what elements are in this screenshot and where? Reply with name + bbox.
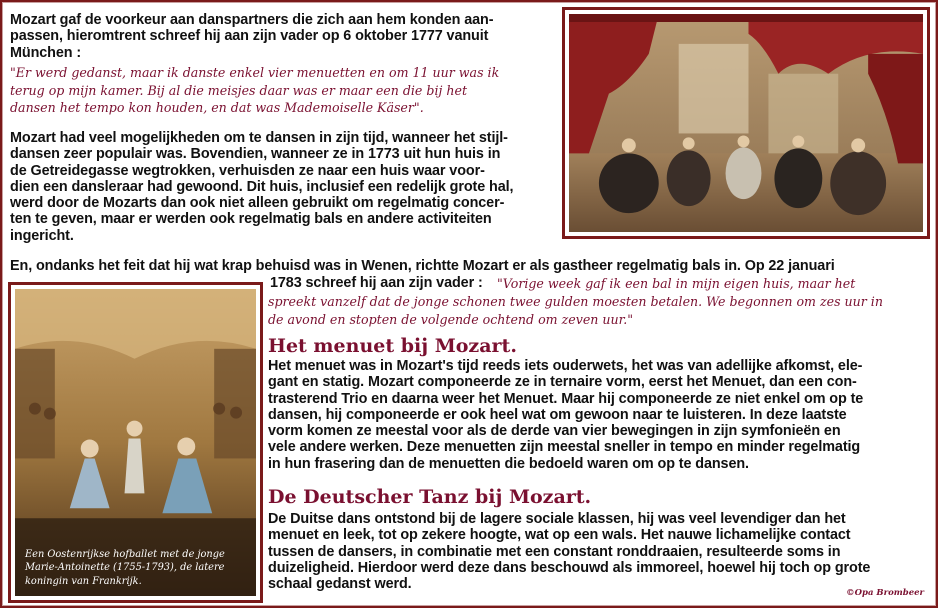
- copyright-signature: ©Opa Brombeer: [846, 588, 924, 598]
- paragraph-wenen: [10, 258, 835, 274]
- text-line: werd door de Mozarts dan ook niet alleen gebruikt om regelmatig concer-: [10, 195, 505, 212]
- text-line: dansen, hij componeerde er ook heel wat om gewoon naar te luisteren. In deze laatste: [268, 406, 847, 423]
- text-line: tussen de dansers, in combinatie met een constant ronddraaien, resulteerde soms in: [268, 543, 841, 560]
- text-line: München :: [10, 44, 82, 61]
- text-line: dansen zeer populair was. Bovendien, wanneer ze in 1773 uit hun huis in: [10, 146, 501, 163]
- heading-menuet: Het menuet bij Mozart.: [268, 335, 517, 357]
- quote-bal: [497, 275, 855, 293]
- quote-line: de avond en stopten de volgende ochtend om zeven uur.": [268, 311, 634, 327]
- quote-line: spreekt vanzelf dat de jonge schonen twee gulden moesten betalen. We begonnen om zes uur in: [268, 294, 883, 309]
- quote-kaser: [10, 64, 499, 117]
- caption-line: koningin van Frankrijk.: [25, 575, 142, 587]
- intro-text: [10, 12, 493, 61]
- ballroom-illustration: [569, 14, 923, 232]
- text-line: Mozart gaf de voorkeur aan danspartners die zich aan hem konden aan-: [10, 12, 494, 28]
- text-line: De Duitse dans ontstond bij de lagere sociale klassen, hij was veel levendiger dan het: [268, 511, 846, 527]
- paragraph-dancing: [10, 130, 513, 244]
- quote-line: dansen het tempo kon houden, en dat was Mademoiselle Käser".: [10, 100, 424, 116]
- quote-line: terug op mijn kamer. Bij al die meisjes daar was er maar een die bij het: [10, 82, 468, 98]
- paragraph-wenen-cont: [270, 275, 483, 291]
- quote-line: "Er werd gedanst, maar ik danste enkel vier menuetten en om 11 uur was ik: [10, 65, 500, 80]
- text-line: schaal gedanst werd.: [268, 576, 412, 593]
- paragraph-menuet: [268, 358, 863, 472]
- caption-line: Marie-Antoinette (1755-1793), de latere: [25, 562, 225, 574]
- heading-deutscher-tanz: De Deutscher Tanz bij Mozart.: [268, 486, 592, 508]
- text-line: Het menuet was in Mozart's tijd reeds iets ouderwets, het was van adellijke afkomst, ele-: [268, 358, 863, 374]
- text-line: trasterend Trio en daarna weer het Menuet. Maar hij componeerde ze niet enkel om op te: [268, 390, 864, 407]
- text-line: passen, hieromtrent schreef hij aan zijn vader op 6 oktober 1777 vanuit: [10, 28, 489, 45]
- ballroom-painting: [565, 10, 927, 236]
- text-line: vele andere werken. Deze menuetten zijn meestal sneller in tempo en minder regelmatig: [268, 439, 861, 456]
- text-line: duizeligheid. Hierdoor werd deze dans beschouwd als immoreel, hoewel hij toch op grote: [268, 559, 871, 576]
- text-line: dien een dansleraar had gewoond. Dit huis, inclusief een redelijk grote hal,: [10, 178, 514, 195]
- text-line: 1783 schreef hij aan zijn vader :: [270, 275, 483, 291]
- text-line: En, ondanks het feit dat hij wat krap behuisd was in Wenen, richtte Mozart er als gastheer regelmatig bals in. Op 22 januari: [10, 258, 835, 274]
- quote-bal-cont: [268, 293, 883, 328]
- text-line: menuet en leek, tot op zekere hoogte, wat op een wals. Het nauwe lichamelijke contact: [268, 527, 851, 544]
- court-ballet-painting: [11, 285, 260, 600]
- text-line: vorm komen ze meestal voor als de derde van vier bewegingen in zijn symfonieën en: [268, 423, 841, 440]
- text-line: ingericht.: [10, 227, 74, 244]
- painting-caption: [25, 548, 253, 588]
- text-line: de Getreidegasse wegtrokken, verhuisden ze naar een huis waar voor-: [10, 162, 485, 179]
- text-line: gant en statig. Mozart componeerde ze in ternaire vorm, eerst het Menuet, dan een con-: [268, 374, 857, 391]
- text-line: in hun frasering dan de menuetten die bedoeld waren om op te dansen.: [268, 455, 749, 472]
- text-line: Mozart had veel mogelijkheden om te dansen in zijn tijd, wanneer het stijl-: [10, 130, 508, 146]
- quote-line: "Vorige week gaf ik een bal in mijn eigen huis, maar het: [497, 276, 856, 291]
- text-line: ten te geven, maar er werden ook regelmatig bals en andere activiteiten: [10, 211, 492, 228]
- caption-line: Een Oostenrijkse hofballet met de jonge: [25, 549, 225, 561]
- paragraph-deutscher-tanz: [268, 511, 870, 592]
